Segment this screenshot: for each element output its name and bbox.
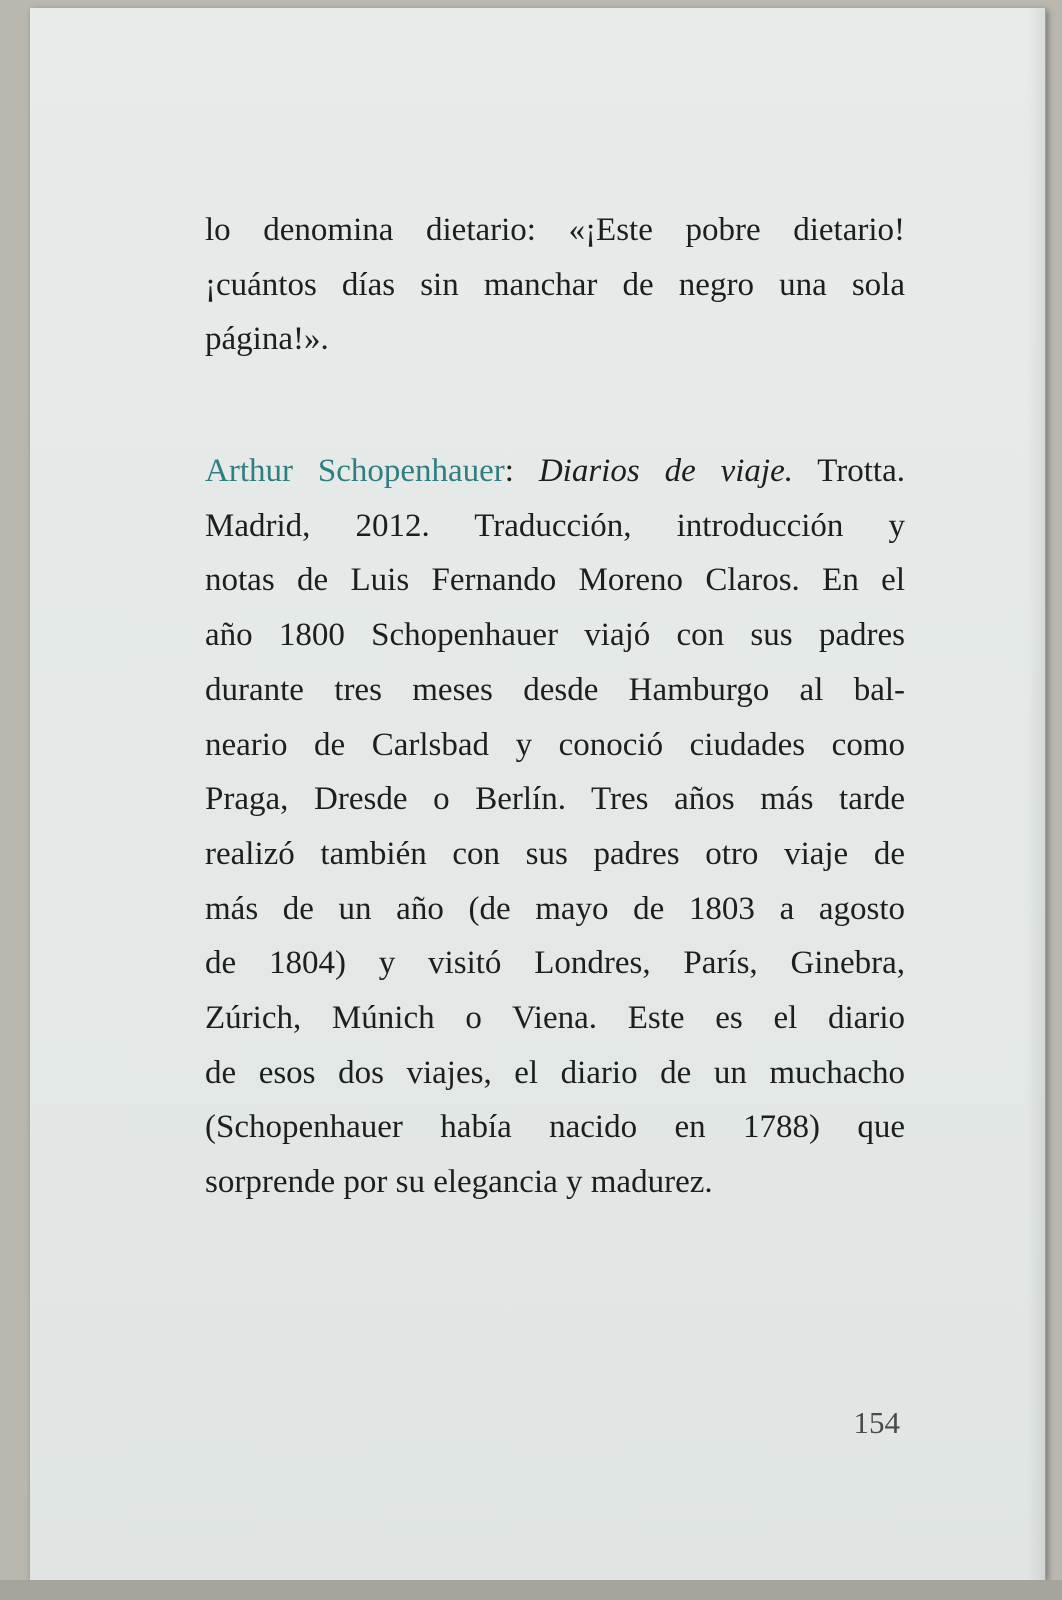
text-line: de 1804) y visitó Londres, París, Ginebra, <box>205 945 905 982</box>
work-title: Diarios de viaje. <box>538 453 793 489</box>
text-line: realizó también con sus padres otro viaje de <box>205 835 905 872</box>
text-line: neario de Carlsbad y conoció ciudades como <box>205 726 905 763</box>
text-line: sorprende por su elegancia y madurez. <box>205 1164 713 1201</box>
text-line: notas de Luis Fernando Moreno Claros. En el <box>205 562 905 599</box>
text-line: durante tres meses desde Hamburgo al bal- <box>205 671 905 708</box>
text-line: año 1800 Schopenhauer viajó con sus padres <box>205 617 905 654</box>
text-line: (Schopenhauer había nacido en 1788) que <box>205 1109 905 1146</box>
book-review-entry <box>205 444 905 1210</box>
text-line: Zúrich, Múnich o Viena. Este es el diario <box>205 1000 905 1037</box>
text-line: de esos dos viajes, el diario de un muchacho <box>205 1054 905 1091</box>
text-line: más de un año (de mayo de 1803 a agosto <box>205 890 905 927</box>
publisher-text: Trotta. <box>792 453 905 489</box>
text-line: página!». <box>205 321 329 358</box>
book-page <box>30 8 1046 1580</box>
heading-colon: : <box>504 453 539 489</box>
text-line: Madrid, 2012. Traducción, introducción y <box>205 507 905 544</box>
author-name: Arthur Schopenhauer <box>205 453 505 489</box>
text-line: Praga, Dresde o Berlín. Tres años más tarde <box>205 781 905 818</box>
entry-heading-line <box>205 444 905 499</box>
paragraph-continuation <box>205 203 905 367</box>
page-edge-shadow <box>1027 8 1045 1580</box>
page-number: 154 <box>853 1405 900 1440</box>
text-line: ¡cuántos días sin manchar de negro una sola <box>205 266 905 303</box>
table-surface <box>0 1580 1062 1600</box>
text-line: lo denomina dietario: «¡Este pobre dietario! <box>205 212 905 248</box>
